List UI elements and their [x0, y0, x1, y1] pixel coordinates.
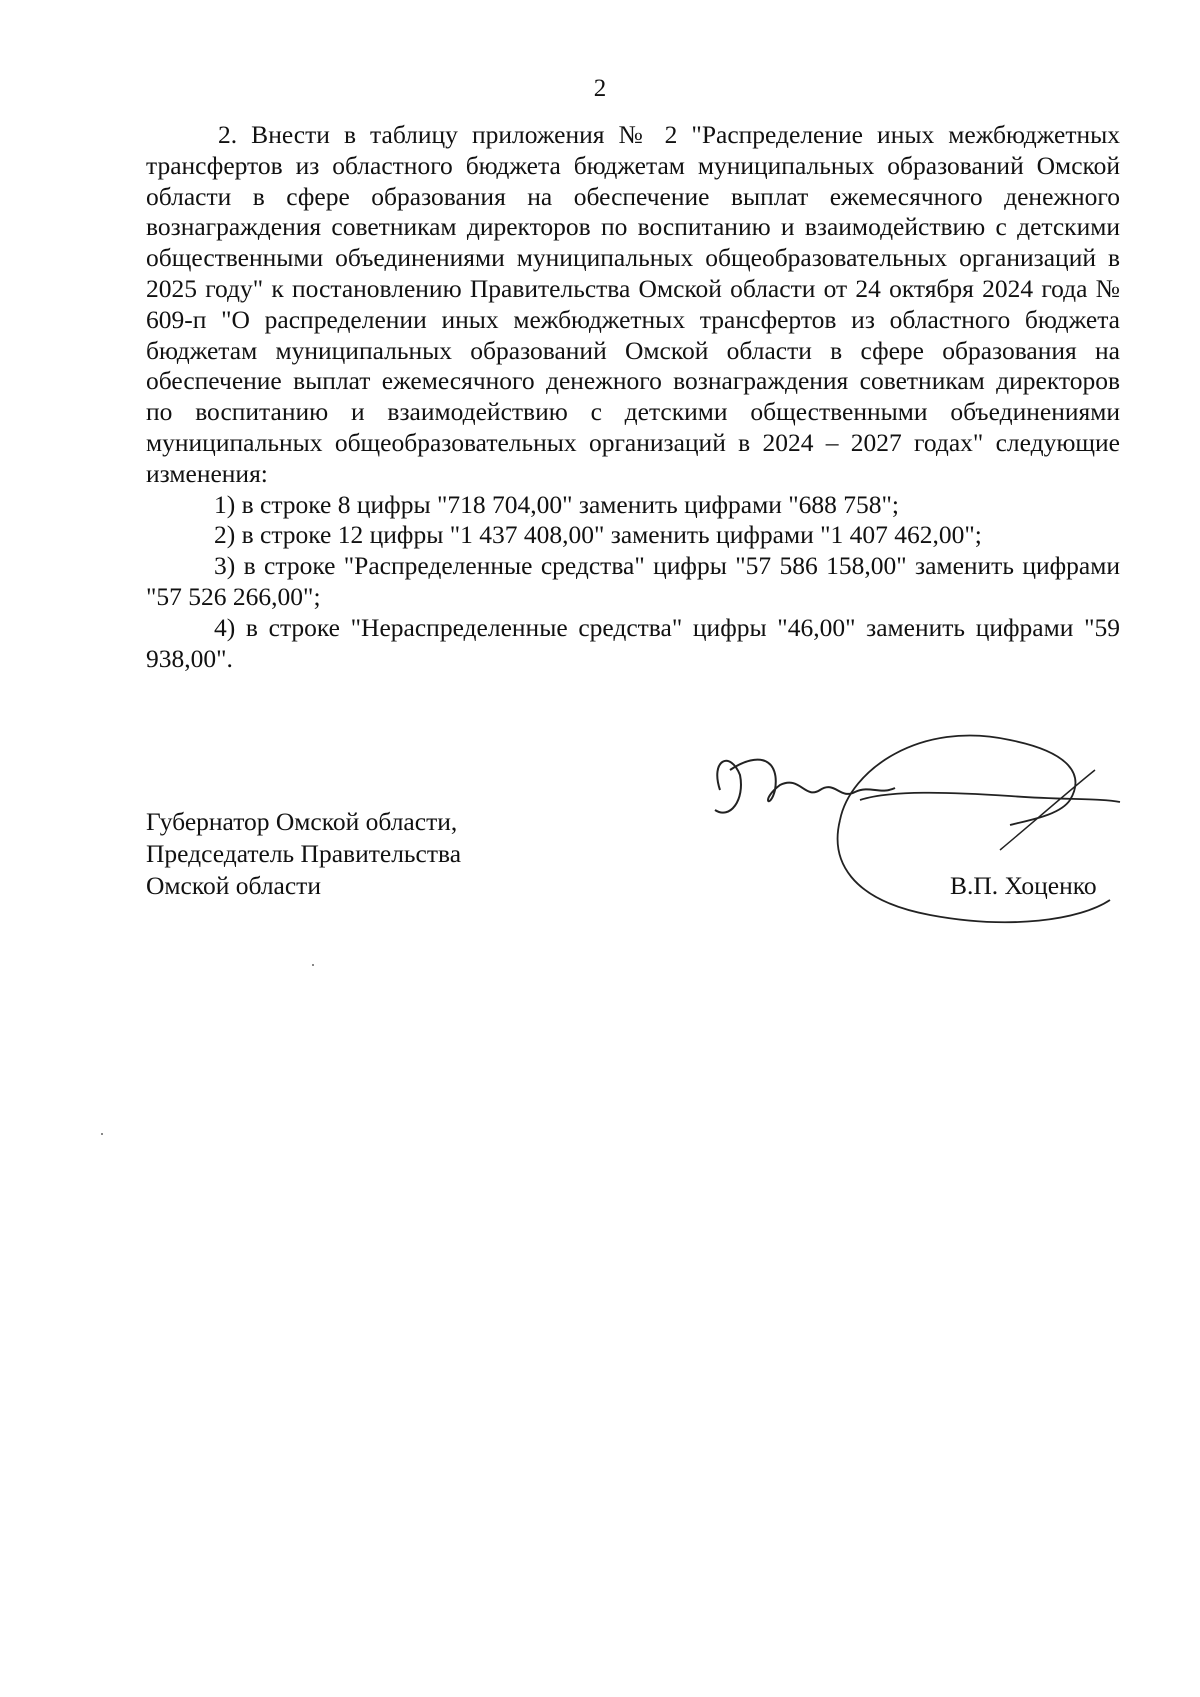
scan-speck [101, 1133, 103, 1135]
amendment-item-1: 1) в строке 8 цифры "718 704,00" заменить цифрами "688 758"; [214, 489, 900, 519]
amendment-item-3: 3) в строке "Распределенные средства" цифры "57 586 158,00" заменить цифрами "57 526 266,00"; [146, 551, 1120, 611]
document-body [146, 120, 1120, 674]
signature-block [146, 806, 461, 902]
scan-speck [312, 964, 314, 966]
intro-paragraph: 2. Внести в таблицу приложения № 2 "Распределение иных межбюджетных трансфертов из областного бюджета бюджетам муниципальных образований Омской области в сфере образования на обеспечение выплат ежемесячного денежного вознаграждения советникам директоров по воспитанию и взаимодействию с детскими общественными объединениями муниципальных общеобразовательных организаций в 2025 году" к постановлению Правительства Омской области от 24 октября 2024 года № 609-п "О распределении иных межбюджетных трансфертов из областного бюджета бюджетам муниципальных образований Омской области в сфере образования на обеспечение выплат ежемесячного денежного вознаграждения советникам директоров по воспитанию и взаимодействию с детскими общественными объединениями муниципальных общеобразовательных организаций в 2024 – 2027 годах" следующие изменения: [146, 120, 1120, 488]
handwritten-signature [690, 730, 1140, 950]
signer-name: В.П. Хоценко [950, 871, 1097, 900]
position-line-3: Омской области [146, 871, 321, 900]
amendment-item-2: 2) в строке 12 цифры "1 437 408,00" заменить цифрами "1 407 462,00"; [214, 520, 982, 550]
page-number: 2 [593, 75, 607, 102]
amendment-item-4: 4) в строке "Нераспределенные средства" цифры "46,00" заменить цифрами "59 938,00". [146, 612, 1120, 673]
position-line-1: Губернатор Омской области, [146, 807, 458, 836]
position-line-2: Председатель Правительства [146, 839, 462, 868]
